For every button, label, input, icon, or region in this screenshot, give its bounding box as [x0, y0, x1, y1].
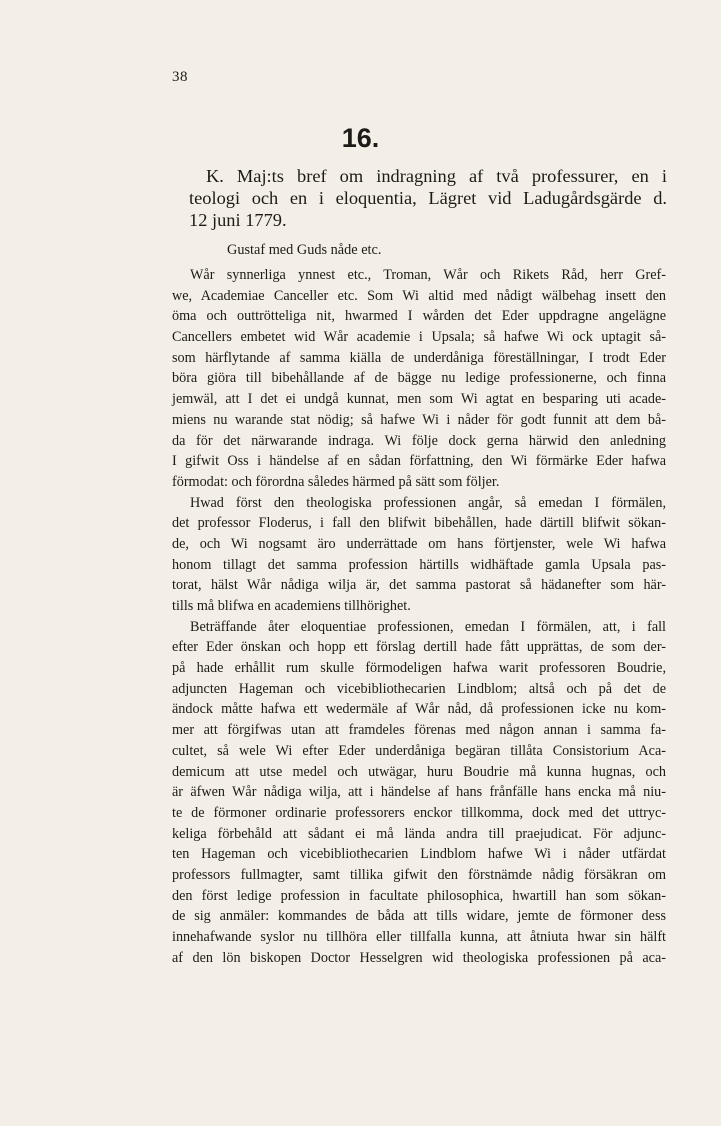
body-text — [172, 265, 666, 968]
text-line: te de förmoner ordinarie professorers enckor tillkomma, dock med det uttryc- — [172, 804, 666, 821]
text-line: keliga förbehåld att sådant ei må lända andra till praejudicat. För adjunc- — [172, 825, 666, 842]
text-line: demicum att utse medel och utwägar, huru Boudrie må kunna hugnas, och — [172, 763, 666, 780]
text-line: tills må blifwa en academiens tillhörighet. — [172, 598, 411, 614]
text-line: på hade erhållit rum skulle förmodeligen hafwa warit professoren Boudrie, — [172, 660, 666, 677]
text-line: som härflytande af samma kiälla de underdåniga föreställningar, I trodt Eder — [172, 349, 666, 366]
text-line: det professor Floderus, i fall den blifwit bibehållen, hade därtill blifwit sökan- — [172, 515, 666, 532]
text-line: Hwad först den theologiska professionen angår, så emedan I förmälen, — [190, 494, 666, 511]
document-title — [189, 165, 667, 231]
text-line: torat, hälst Wår nådiga wilja är, det samma pastorat så hädanefter som här- — [172, 577, 666, 594]
text-line: efter Eder önskan och hopp ett förslag dertill hade fått upprättas, de som der- — [172, 639, 666, 656]
title-line: K. Maj:ts bref om indragning af två professurer, en i — [206, 166, 667, 186]
text-line: af den lön biskopen Doctor Hesselgren wid theologiska professionen på aca- — [172, 949, 666, 966]
page-number: 38 — [172, 69, 188, 85]
text-line: we, Academiae Canceller etc. Som Wi altid med nådigt wälbehag insett den — [172, 287, 666, 304]
text-line: böra giöra till bibehållande af de bägge nu ledige professionerne, och finna — [172, 370, 666, 387]
text-line: ten Hageman och vicebibliothecarien Lindblom hafwe Wi i nåder utfärdat — [172, 846, 666, 863]
text-line: mer att förgifwas utan att framdeles förenas med någon annan i samma fa- — [172, 722, 666, 739]
text-line: förmodat: och förordna således härmed på sätt som följer. — [172, 473, 500, 490]
text-line: jemwäl, att I det ei undgå kunnat, men som Wi agtat en besparing uti acade- — [172, 391, 666, 408]
text-line: de sig anmäler: kommandes de båda att tills widare, jemte de förmoner dess — [172, 908, 666, 925]
text-line: Beträffande åter eloquentiae professionen, emedan I förmälen, att, i fall — [190, 618, 666, 635]
title-line: teologi och en i eloquentia, Lägret vid Ladugårdsgärde d. — [189, 188, 667, 208]
text-line: öma och outtrötteliga nit, hwarmed I wården det Eder uppdragne angelägne — [172, 308, 666, 325]
text-line: innehafwande syslor nu tillhöra eller tillfalla kunna, att åtniuta hwar sin hälft — [172, 929, 666, 945]
text-line: Wår synnerliga ynnest etc., Troman, Wår och Rikets Råd, herr Gref- — [190, 267, 666, 283]
text-line: honom tillagt det samma profession härtills widhäftade gamla Upsala pas- — [172, 556, 666, 573]
text-line: professors fullmagter, samt tillika gifwit den förstnämde nådig försäkran om — [172, 866, 666, 883]
text-line: da för det närwarande indraga. Wi följe dock gerna härwid den anledning — [172, 432, 666, 449]
text-line: Cancellers embetet wid Wår academie i Upsala; så hafwe Wi ock uptagit så- — [172, 329, 666, 346]
text-line: den först ledige profession in facultate philosophica, hwartill han som sökan- — [172, 887, 666, 904]
text-line: miens nu warande stat nödig; så hafwe Wi i nåder för godt funnit att dem bå- — [172, 411, 666, 428]
text-line: adjuncten Hageman och vicebibliothecarien Lindblom; altså och på det de — [172, 680, 666, 697]
text-line: cultet, så wele Wi efter Eder underdåniga begäran tillåta Consistorium Aca- — [172, 742, 666, 759]
document-number: 16. — [341, 123, 380, 153]
text-line: I gifwit Oss i händelse af en sådan författning, den Wi förmärke Eder hafwa — [172, 453, 666, 470]
text-line: de, och Wi nogsamt äro underrättade om hans förtjenster, wele Wi hafwa — [172, 535, 666, 552]
salutation: Gustaf med Guds nåde etc. — [227, 242, 382, 258]
text-line: är äfwen Wår nådiga wilja, att i händelse af hans frånfälle hans encka må niu- — [172, 784, 666, 801]
title-line: 12 juni 1779. — [189, 210, 287, 230]
text-line: ändock måtte hafwa ett wedermäle af Wår nåd, då professionen icke nu kom- — [172, 701, 666, 718]
